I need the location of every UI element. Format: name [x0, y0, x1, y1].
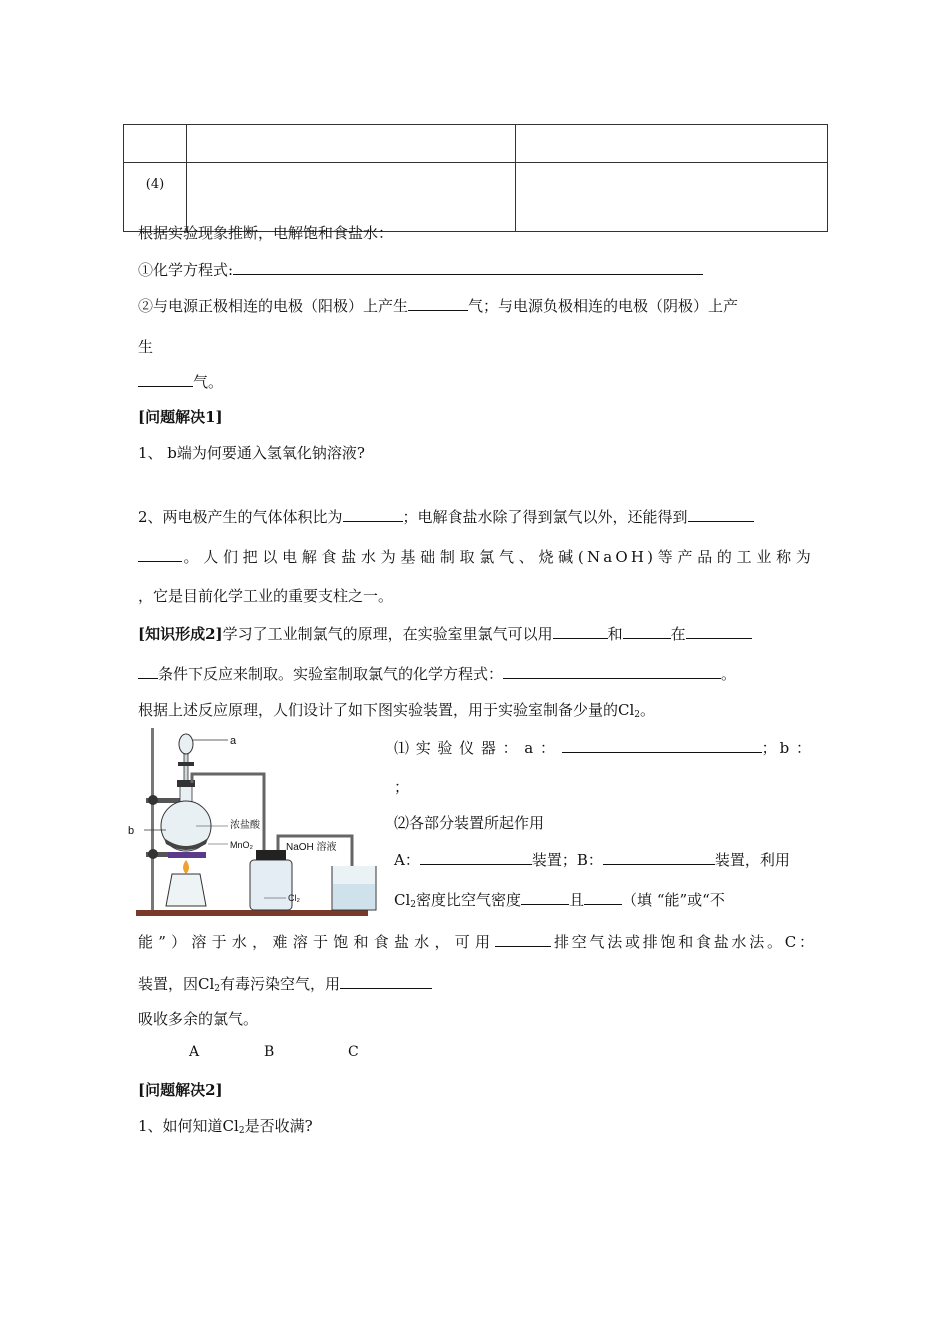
reagent2-blank[interactable] — [623, 622, 671, 639]
collection-text-a: 能”）溶于水，难溶于饱和食盐水，可用 — [138, 932, 496, 951]
apparatus-figure — [126, 726, 382, 920]
stand-base — [136, 910, 368, 916]
density-line — [394, 888, 725, 910]
table-cell — [124, 125, 187, 163]
fig-caption-b: B — [264, 1044, 275, 1060]
question-1: 1、 b端为何要通入氢氧化钠溶液? — [138, 444, 365, 462]
table-row-label: (4) — [124, 163, 187, 232]
section-heading-problem1: [问题解决1] — [138, 408, 223, 426]
k2-at: 在 — [670, 624, 686, 643]
knowledge2-line2 — [138, 662, 736, 684]
k2-text-b: 条件下反应来制取。实验室制取氯气的化学方程式： — [158, 664, 504, 683]
instrument-a-blank[interactable] — [562, 736, 762, 753]
table-row — [124, 125, 828, 163]
condition-blank[interactable] — [686, 622, 752, 639]
k2-text-a: 学习了工业制氯气的原理，在实验室里氯气可以用 — [222, 624, 553, 643]
intro-text: 根据上述反应原理，人们设计了如下图实验装置，用于实验室制备少量的Cl — [138, 701, 635, 719]
item1-text-a: ⑴实验仪器：a： — [394, 738, 562, 757]
naoh-solution — [333, 884, 375, 909]
item2-text: ⑵各部分装置所起作用 — [394, 814, 545, 832]
table-cell — [187, 125, 516, 163]
collection-text-b: 排空气法或排饱和食盐水法。C： — [551, 932, 815, 951]
collection-line — [138, 930, 814, 952]
apparatus-intro — [138, 699, 655, 720]
gas-suffix: 气。 — [193, 372, 224, 391]
anode-text: ②与电源正极相连的电极（阳极）上产生 — [138, 296, 409, 315]
absorb-end: 吸收多余的氯气。 — [138, 1010, 259, 1028]
fig-label-a: a — [230, 735, 237, 747]
absorbent-blank[interactable] — [340, 972, 432, 989]
products-blank[interactable] — [688, 505, 754, 522]
cathode-text: 气；与电源负极相连的电极（阴极）上产 — [468, 296, 739, 315]
density-text-b: 密度比空气密度 — [416, 890, 522, 909]
equation-blank[interactable] — [233, 258, 703, 275]
fig-caption-a: A — [189, 1044, 200, 1060]
cathode-gas-line — [138, 370, 223, 392]
table-cell — [516, 125, 828, 163]
density-sub: 2 — [410, 899, 417, 910]
table-cell — [516, 163, 828, 232]
solubility-blank[interactable] — [584, 888, 622, 905]
anode-gas-blank[interactable] — [408, 294, 468, 311]
flame — [183, 860, 189, 874]
absorb-sub: 2 — [214, 983, 221, 994]
role-a-suffix: 装置；B： — [531, 850, 603, 869]
clamp-knob-upper — [148, 795, 158, 805]
intro-end: 。 — [640, 701, 656, 719]
absorb-line — [138, 972, 432, 994]
volume-ratio-blank[interactable] — [343, 505, 403, 522]
collection-bottle — [250, 860, 292, 910]
fig-label-mno2: MnO₂ — [230, 840, 253, 850]
condition-blank-cont[interactable] — [138, 662, 158, 679]
cathode-gas-blank[interactable] — [138, 370, 193, 387]
products-blank-cont[interactable] — [138, 545, 182, 562]
q2-text-c: 。人们把以电解食盐水为基础制取氯气、烧碱(NaOH)等产品的工业称为 — [182, 547, 814, 566]
fig-label-b: b — [128, 825, 135, 837]
fig-label-naoh: NaOH 溶液 — [286, 842, 337, 853]
fig-label-cl2: Cl₂ — [288, 893, 300, 903]
role-a-label: A： — [394, 850, 420, 869]
p2q1-text-a: 1、如何知道Cl — [138, 1117, 239, 1135]
line-continuation: 生 — [138, 338, 154, 356]
question-2-line2 — [138, 545, 814, 567]
density-and: 且 — [569, 890, 585, 909]
q2-text-a: 2、两电极产生的气体体积比为 — [138, 507, 343, 526]
role-b-suffix: 装置，利用 — [714, 850, 790, 869]
absorb-text-a: 装置，因Cl — [138, 974, 215, 993]
intro-sub: 2 — [634, 710, 641, 720]
electrolysis-intro: 根据实验现象推断，电解饱和食盐水： — [138, 224, 394, 242]
density-cl: Cl — [394, 890, 411, 909]
experiment-table — [123, 124, 828, 232]
fig-caption-c: C — [348, 1044, 359, 1060]
item1-text-b: ；b： — [761, 738, 814, 757]
p2q1-text-b: 是否收满? — [244, 1117, 313, 1135]
stand-rod — [151, 728, 154, 910]
clamp-knob-lower — [148, 849, 158, 859]
alcohol-lamp — [166, 874, 206, 906]
reagent1-blank[interactable] — [553, 622, 608, 639]
bottle-stopper — [256, 850, 286, 860]
question-2-line1 — [138, 505, 754, 527]
separatory-funnel — [179, 734, 193, 754]
lab-equation-blank[interactable] — [503, 662, 721, 679]
knowledge2-line1 — [138, 622, 752, 644]
role-line — [394, 848, 790, 870]
absorb-text-b: 有毒污染空气，用 — [220, 974, 341, 993]
density-blank[interactable] — [521, 888, 569, 905]
equation-label: ①化学方程式: — [138, 260, 234, 279]
section-heading-problem2: [问题解决2] — [138, 1081, 223, 1099]
problem2-question-1 — [138, 1115, 313, 1136]
ring-gauze — [168, 852, 206, 858]
funnel-stopcock — [178, 762, 194, 766]
role-b-blank[interactable] — [603, 848, 715, 865]
item1-semicolon: ； — [394, 778, 410, 796]
section-heading-knowledge2: [知识形成2] — [138, 624, 223, 643]
anode-cathode-line — [138, 294, 738, 316]
p2q1-sub: 2 — [238, 1126, 245, 1136]
density-text-d: （填 “能”或“不 — [622, 890, 725, 909]
k2-and: 和 — [607, 624, 623, 643]
question-2-line3: ，它是目前化学工业的重要支柱之一。 — [138, 587, 394, 605]
collection-method-blank[interactable] — [495, 930, 551, 947]
fig-label-hcl: 浓盐酸 — [230, 820, 260, 831]
equation-line — [138, 258, 703, 280]
k2-end: 。 — [721, 664, 737, 683]
q2-text-b: ；电解食盐水除了得到氯气以外，还能得到 — [402, 507, 688, 526]
role-a-blank[interactable] — [420, 848, 532, 865]
item1-line — [394, 736, 814, 758]
